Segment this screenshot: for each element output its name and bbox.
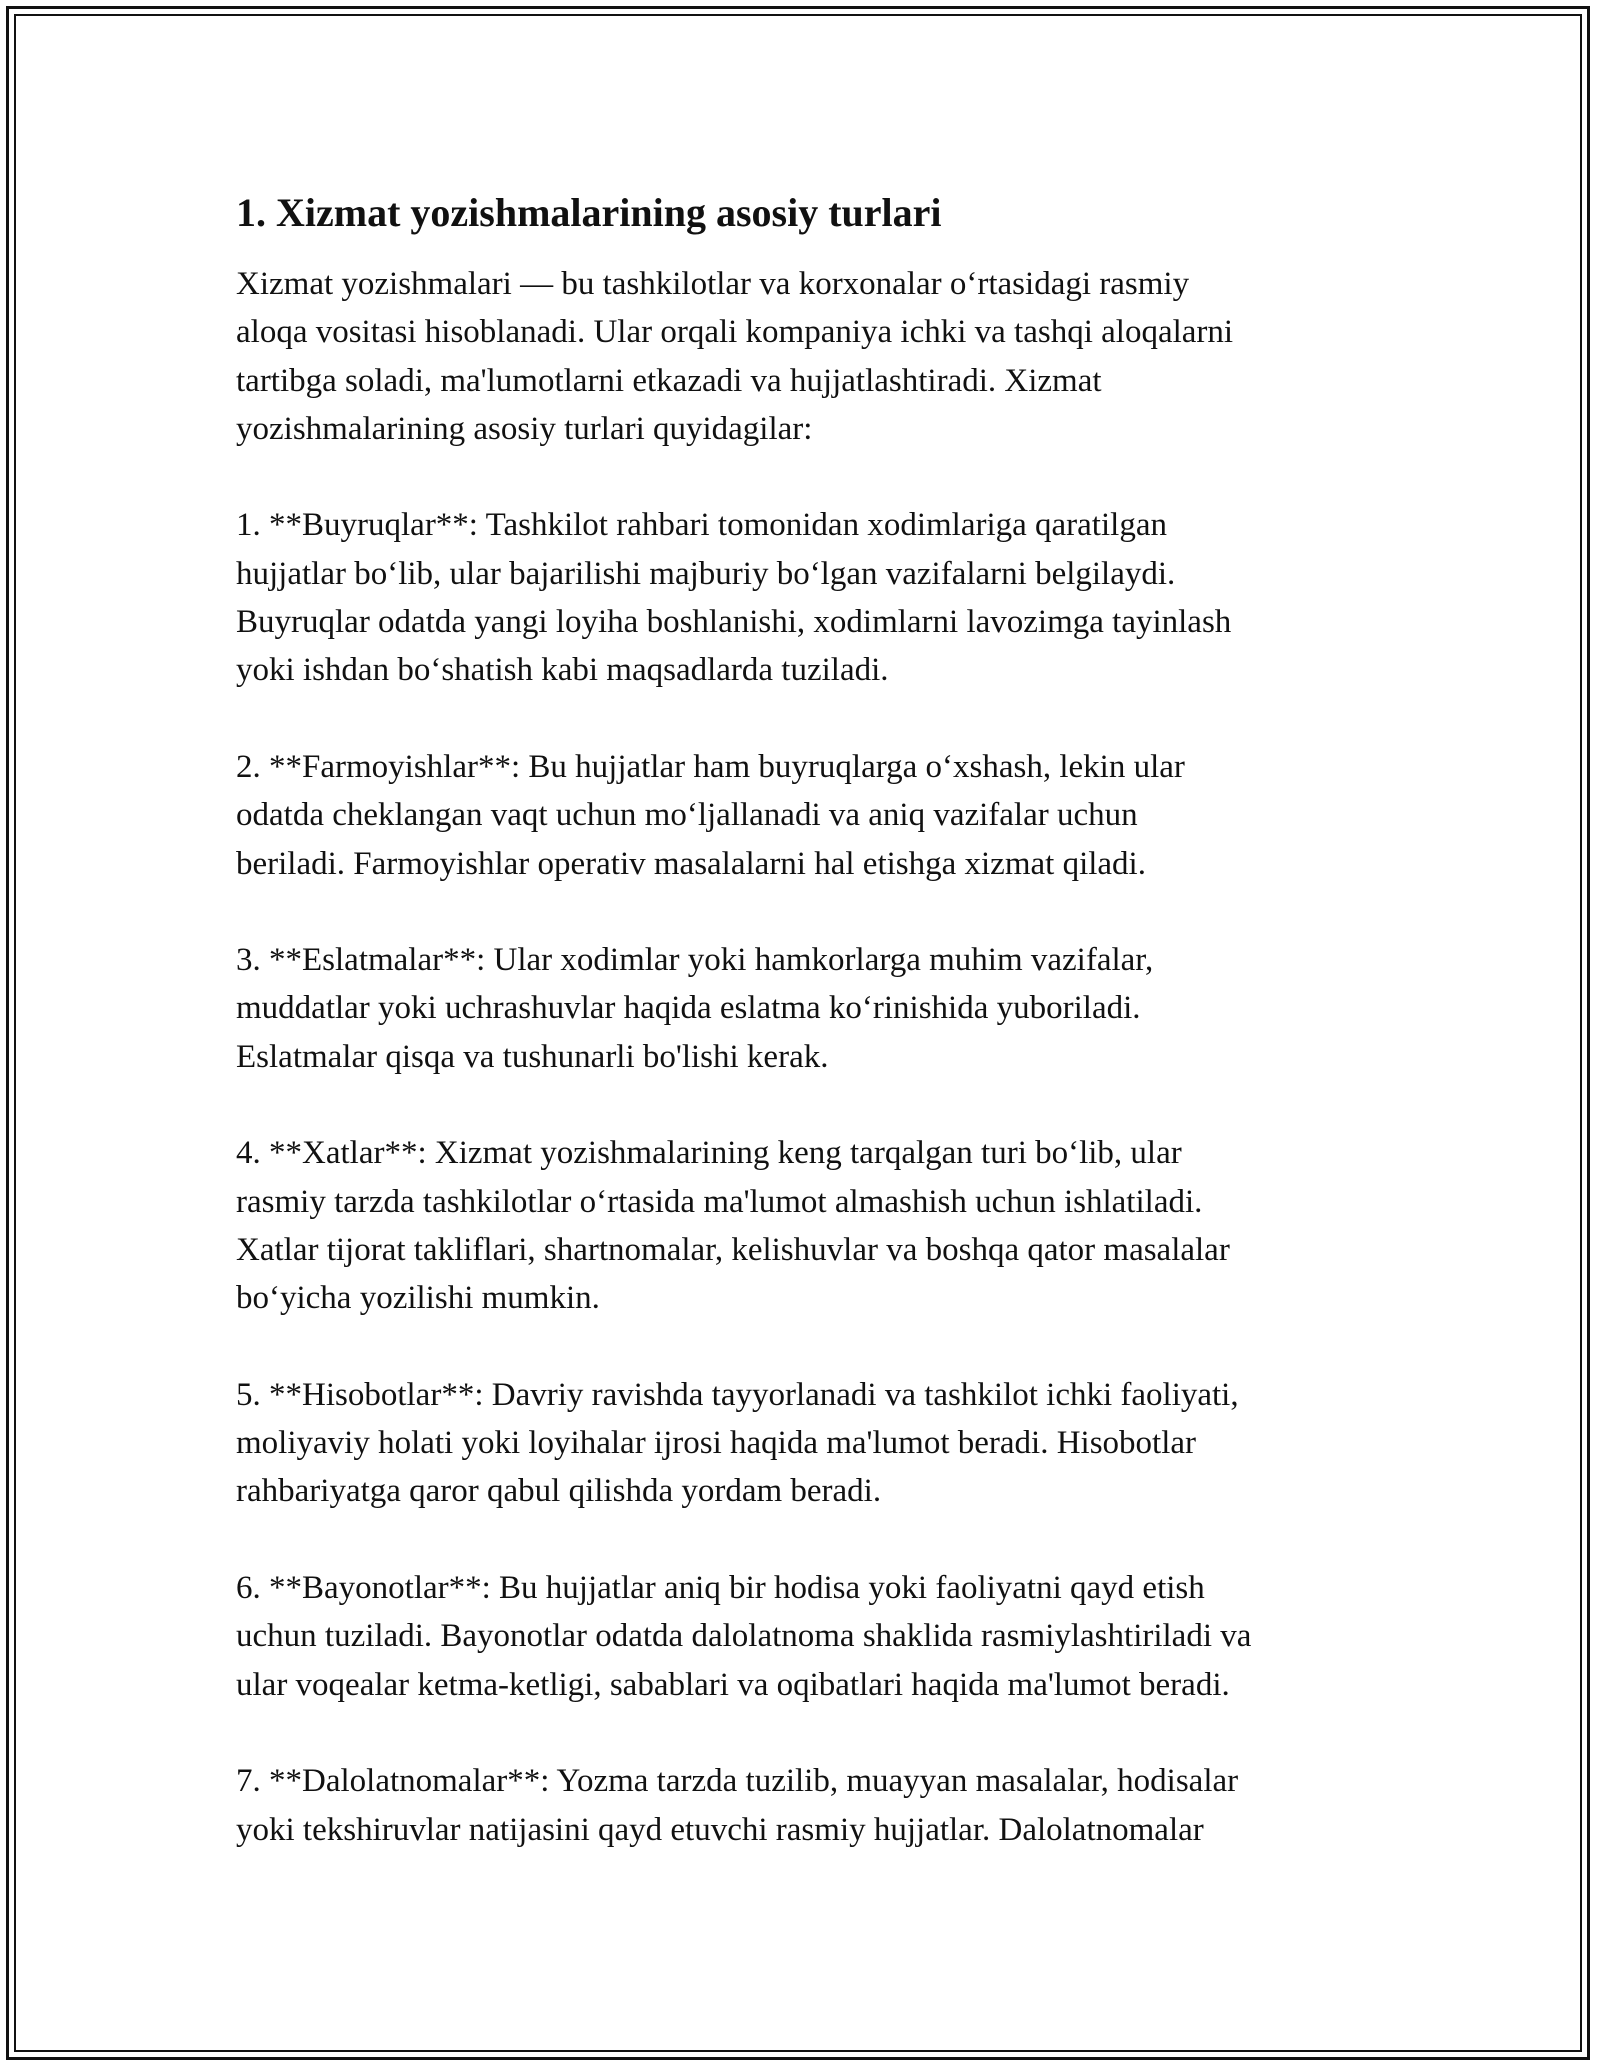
text-line: yoki tekshiruvlar natijasini qayd etuvchi rasmiy hujjatlar. Dalolatnomalar xyxy=(236,1811,1204,1848)
text-line: ular voqealar ketma-ketligi, sabablari va oqibatlari haqida ma'lumot beradi. xyxy=(236,1666,1230,1703)
text-line: beriladi. Farmoyishlar operativ masalalarni hal etishga xizmat qiladi. xyxy=(236,845,1146,882)
list-item-hisobotlar xyxy=(236,1371,1386,1516)
text-line: Buyruqlar odatda yangi loyiha boshlanishi, xodimlarni lavozimga tayinlash xyxy=(236,604,1232,641)
document-body xyxy=(236,188,1386,1902)
text-line: 6. **Bayonotlar**: Bu hujjatlar aniq bir hodisa yoki faoliyatni qayd etish xyxy=(236,1570,1205,1607)
list-item-farmoyishlar xyxy=(236,743,1386,888)
text-line: yozishmalarining asosiy turlari quyidagilar: xyxy=(236,410,813,447)
text-line: 4. **Xatlar**: Xizmat yozishmalarining keng tarqalgan turi bo‘lib, ular xyxy=(236,1135,1182,1172)
intro-paragraph xyxy=(236,260,1386,453)
text-line: tartibga soladi, ma'lumotlarni etkazadi va hujjatlashtiradi. Xizmat xyxy=(236,362,1102,399)
text-line: 5. **Hisobotlar**: Davriy ravishda tayyorlanadi va tashkilot ichki faoliyati, xyxy=(236,1376,1239,1413)
list-item-bayonotlar xyxy=(236,1564,1386,1709)
text-line: Xizmat yozishmalari — bu tashkilotlar va korxonalar o‘rtasidagi rasmiy xyxy=(236,266,1190,302)
text-line: 2. **Farmoyishlar**: Bu hujjatlar ham buyruqlarga o‘xshash, lekin ular xyxy=(236,748,1185,785)
list-item-buyruqlar xyxy=(236,501,1386,694)
text-line: uchun tuziladi. Bayonotlar odatda dalolatnoma shaklida rasmiylashtiriladi va xyxy=(236,1618,1252,1655)
list-item-xatlar xyxy=(236,1129,1386,1322)
text-line: Eslatmalar qisqa va tushunarli bo'lishi kerak. xyxy=(236,1038,829,1075)
text-line: bo‘yicha yozilishi mumkin. xyxy=(236,1280,600,1317)
text-line: aloqa vositasi hisoblanadi. Ular orqali kompaniya ichki va tashqi aloqalarni xyxy=(236,314,1234,351)
text-line: moliyaviy holati yoki loyihalar ijrosi haqida ma'lumot beradi. Hisobotlar xyxy=(236,1425,1197,1462)
text-line: 1. **Buyruqlar**: Tashkilot rahbari tomonidan xodimlariga qaratilgan xyxy=(236,507,1167,544)
text-line: yoki ishdan bo‘shatish kabi maqsadlarda tuziladi. xyxy=(236,652,889,689)
document-title: 1. Xizmat yozishmalarining asosiy turlari xyxy=(236,190,942,235)
text-line: rahbariyatga qaror qabul qilishda yordam beradi. xyxy=(236,1473,882,1510)
list-item-eslatmalar xyxy=(236,936,1386,1081)
text-line: odatda cheklangan vaqt uchun mo‘ljallanadi va aniq vazifalar uchun xyxy=(236,797,1138,834)
text-line: 3. **Eslatmalar**: Ular xodimlar yoki hamkorlarga muhim vazifalar, xyxy=(236,942,1154,979)
text-line: hujjatlar bo‘lib, ular bajarilishi majburiy bo‘lgan vazifalarni belgilaydi. xyxy=(236,555,1176,592)
text-line: muddatlar yoki uchrashuvlar haqida eslatma ko‘rinishida yuboriladi. xyxy=(236,990,1141,1027)
text-line: Xatlar tijorat takliflari, shartnomalar, kelishuvlar va boshqa qator masalalar xyxy=(236,1231,1230,1268)
text-line: rasmiy tarzda tashkilotlar o‘rtasida ma'lumot almashish uchun ishlatiladi. xyxy=(236,1183,1203,1220)
text-line: 7. **Dalolatnomalar**: Yozma tarzda tuzilib, muayyan masalalar, hodisalar xyxy=(236,1763,1239,1800)
list-item-dalolatnomalar xyxy=(236,1757,1386,1854)
